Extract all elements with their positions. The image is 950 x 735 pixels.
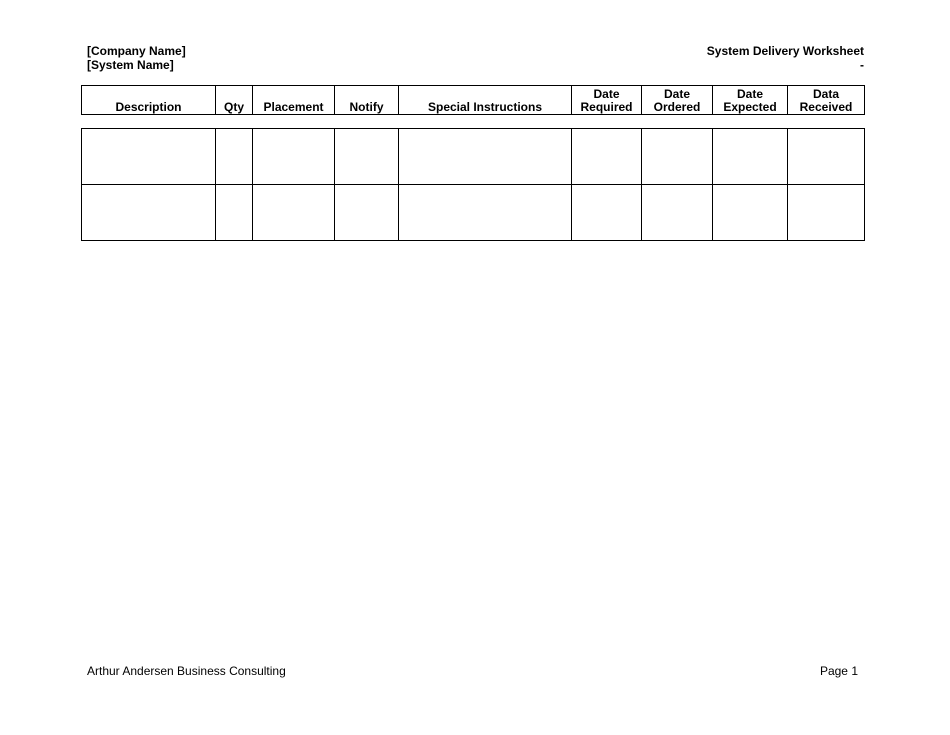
page-number: Page 1	[819, 664, 858, 678]
table-cell[interactable]	[253, 185, 335, 241]
table-cell[interactable]	[335, 129, 399, 185]
worksheet-subtitle: -	[860, 58, 864, 72]
table-cell[interactable]	[572, 185, 642, 241]
table-row	[82, 185, 865, 241]
table-cell[interactable]	[399, 129, 572, 185]
col-header-description: Description	[82, 86, 216, 115]
table-cell[interactable]	[216, 185, 253, 241]
col-header-date-ordered: Date Ordered	[642, 86, 713, 115]
table-cell[interactable]	[713, 129, 788, 185]
table-cell[interactable]	[335, 185, 399, 241]
col-header-data-received: Data Received	[788, 86, 865, 115]
table-row	[82, 129, 865, 185]
column-header-table	[81, 85, 865, 115]
worksheet-title: System Delivery Worksheet	[706, 44, 864, 58]
table-cell[interactable]	[253, 129, 335, 185]
table-cell[interactable]	[82, 185, 216, 241]
table-cell[interactable]	[788, 129, 865, 185]
footer-company: Arthur Andersen Business Consulting	[87, 664, 286, 678]
company-name: [Company Name]	[87, 44, 186, 58]
column-header-row	[82, 86, 865, 115]
table-cell[interactable]	[82, 129, 216, 185]
col-header-notify: Notify	[335, 86, 399, 115]
col-header-special-instructions: Special Instructions	[399, 86, 572, 115]
table-cell[interactable]	[572, 129, 642, 185]
col-header-qty: Qty	[216, 86, 253, 115]
worksheet-table	[81, 128, 865, 241]
system-name: [System Name]	[87, 58, 174, 72]
col-header-date-required: Date Required	[572, 86, 642, 115]
header-right	[707, 44, 864, 72]
col-header-date-expected: Date Expected	[713, 86, 788, 115]
table-cell[interactable]	[399, 185, 572, 241]
table-cell[interactable]	[713, 185, 788, 241]
table-cell[interactable]	[642, 129, 713, 185]
table-cell[interactable]	[642, 185, 713, 241]
table-cell[interactable]	[216, 129, 253, 185]
table-cell[interactable]	[788, 185, 865, 241]
header-left	[87, 44, 186, 72]
col-header-placement: Placement	[253, 86, 335, 115]
